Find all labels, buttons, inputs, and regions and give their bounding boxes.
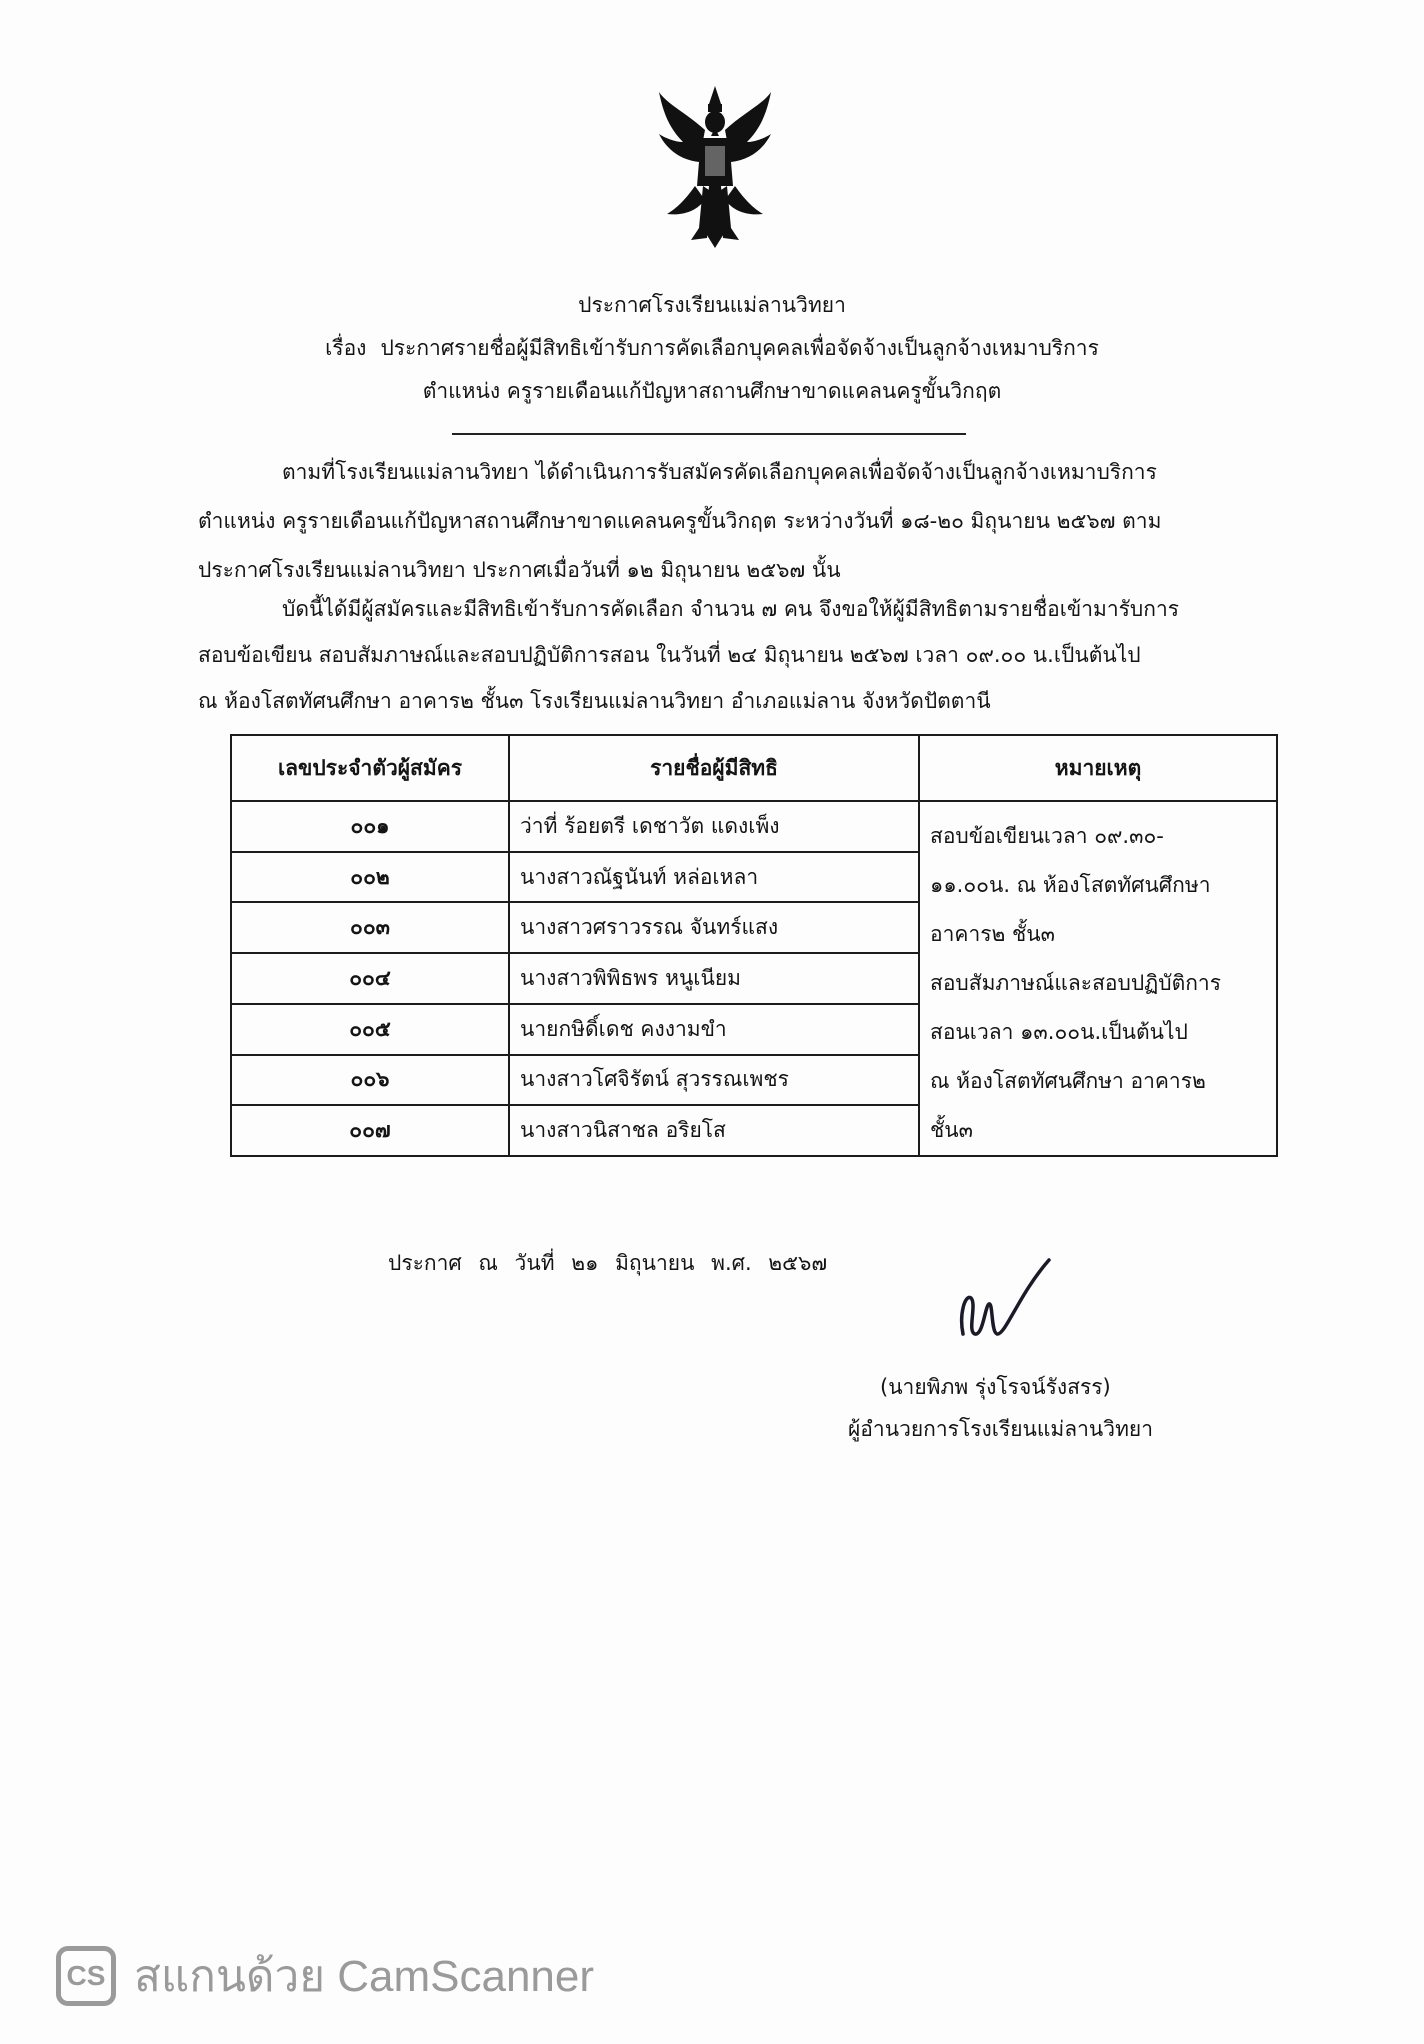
candidate-name: นางสาวนิสาชล อริยโส bbox=[509, 1105, 919, 1156]
remark-line: สอนเวลา ๑๓.๐๐น.เป็นต้นไป bbox=[930, 1020, 1188, 1044]
garuda-emblem-icon bbox=[655, 82, 775, 252]
camscanner-watermark bbox=[56, 1944, 594, 2008]
applicant-id: ๐๐๒ bbox=[231, 852, 509, 903]
candidate-name: นางสาวศราวรรณ จันทร์แสง bbox=[509, 902, 919, 953]
candidate-name: นายกษิดิ์เดช คงงามขำ bbox=[509, 1004, 919, 1055]
subject-text: ประกาศรายชื่อผู้มีสิทธิเข้ารับการคัดเลือกบุคคลเพื่อจัดจ้างเป็นลูกจ้างเหมาบริการ bbox=[380, 336, 1099, 360]
candidates-table bbox=[230, 734, 1278, 1157]
remarks-cell bbox=[919, 801, 1277, 1156]
remark-line: ชั้น๓ bbox=[930, 1118, 973, 1142]
candidate-name: นางสาวพิพิธพร หนูเนียม bbox=[509, 953, 919, 1004]
position-line: ตำแหน่ง ครูรายเดือนแก้ปัญหาสถานศึกษาขาดแคลนครูขั้นวิกฤต bbox=[422, 379, 1002, 403]
remark-line: สอบสัมภาษณ์และสอบปฏิบัติการ bbox=[930, 971, 1222, 995]
paragraph-2-line-1: บัดนี้ได้มีผู้สมัครและมีสิทธิเข้ารับการคัดเลือก จำนวน ๗ คน จึงขอให้ผู้มีสิทธิตามรายชื่อเข้ามารับการ bbox=[282, 597, 1180, 621]
paragraph-2-line-3: ณ ห้องโสตทัศนศึกษา อาคาร๒ ชั้น๓ โรงเรียนแม่ลานวิทยา อำเภอแม่ลาน จังหวัดปัตตานี bbox=[198, 689, 991, 713]
announcement-subject bbox=[0, 333, 1424, 363]
applicant-id: ๐๐๖ bbox=[231, 1055, 509, 1106]
applicant-id: ๐๐๕ bbox=[231, 1004, 509, 1055]
signer-name: (นายพิภพ รุ่งโรจน์รังสรร) bbox=[880, 1375, 1111, 1399]
signature-icon bbox=[945, 1254, 1055, 1354]
paragraph-1-line-1: ตามที่โรงเรียนแม่ลานวิทยา ได้ดำเนินการรับสมัครคัดเลือกบุคคลเพื่อจัดจ้างเป็นลูกจ้างเหมาบริการ bbox=[282, 460, 1157, 484]
header-divider bbox=[452, 433, 966, 435]
candidate-name: นางสาวโศจิรัตน์ สุวรรณเพชร bbox=[509, 1055, 919, 1106]
applicant-id: ๐๐๔ bbox=[231, 953, 509, 1004]
announcement-date: ประกาศ ณ วันที่ ๒๑ มิถุนายน พ.ศ. ๒๕๖๗ bbox=[388, 1251, 828, 1275]
subject-label: เรื่อง bbox=[325, 336, 367, 360]
applicant-id: ๐๐๓ bbox=[231, 902, 509, 953]
remark-line: ณ ห้องโสตทัศนศึกษา อาคาร๒ bbox=[930, 1069, 1206, 1093]
table-row bbox=[231, 801, 1277, 852]
applicant-id: ๐๐๗ bbox=[231, 1105, 509, 1156]
paragraph-1-line-2: ตำแหน่ง ครูรายเดือนแก้ปัญหาสถานศึกษาขาดแคลนครูขั้นวิกฤต ระหว่างวันที่ ๑๘-๒๐ มิถุนายน ๒๕๖๗ ตาม bbox=[198, 509, 1162, 533]
remark-line: ๑๑.๐๐น. ณ ห้องโสตทัศนศึกษา bbox=[930, 873, 1211, 897]
candidate-name: นางสาวณัฐนันท์ หล่อเหลา bbox=[509, 852, 919, 903]
signer-position: ผู้อำนวยการโรงเรียนแม่ลานวิทยา bbox=[848, 1417, 1154, 1441]
header-candidate-name: รายชื่อผู้มีสิทธิ bbox=[509, 735, 919, 801]
remark-line: อาคาร๒ ชั้น๓ bbox=[930, 922, 1056, 946]
applicant-id: ๐๐๑ bbox=[231, 801, 509, 852]
camscanner-logo-icon: CS bbox=[56, 1946, 116, 2006]
header-remarks: หมายเหตุ bbox=[919, 735, 1277, 801]
paragraph-1-line-3: ประกาศโรงเรียนแม่ลานวิทยา ประกาศเมื่อวันที่ ๑๒ มิถุนายน ๒๕๖๗ นั้น bbox=[198, 558, 841, 582]
table-header-row bbox=[231, 735, 1277, 801]
watermark-text: สแกนด้วย CamScanner bbox=[134, 1952, 595, 2001]
header-applicant-id: เลขประจำตัวผู้สมัคร bbox=[231, 735, 509, 801]
paragraph-2-line-2: สอบข้อเขียน สอบสัมภาษณ์และสอบปฏิบัติการสอน ในวันที่ ๒๔ มิถุนายน ๒๕๖๗ เวลา ๐๙.๐๐ น.เป็นต้นไป bbox=[198, 643, 1141, 667]
remark-line: สอบข้อเขียนเวลา ๐๙.๓๐- bbox=[930, 824, 1164, 848]
candidate-name: ว่าที่ ร้อยตรี เดชาวัต แดงเพ็ง bbox=[509, 801, 919, 852]
announcement-title: ประกาศโรงเรียนแม่ลานวิทยา bbox=[578, 293, 846, 317]
